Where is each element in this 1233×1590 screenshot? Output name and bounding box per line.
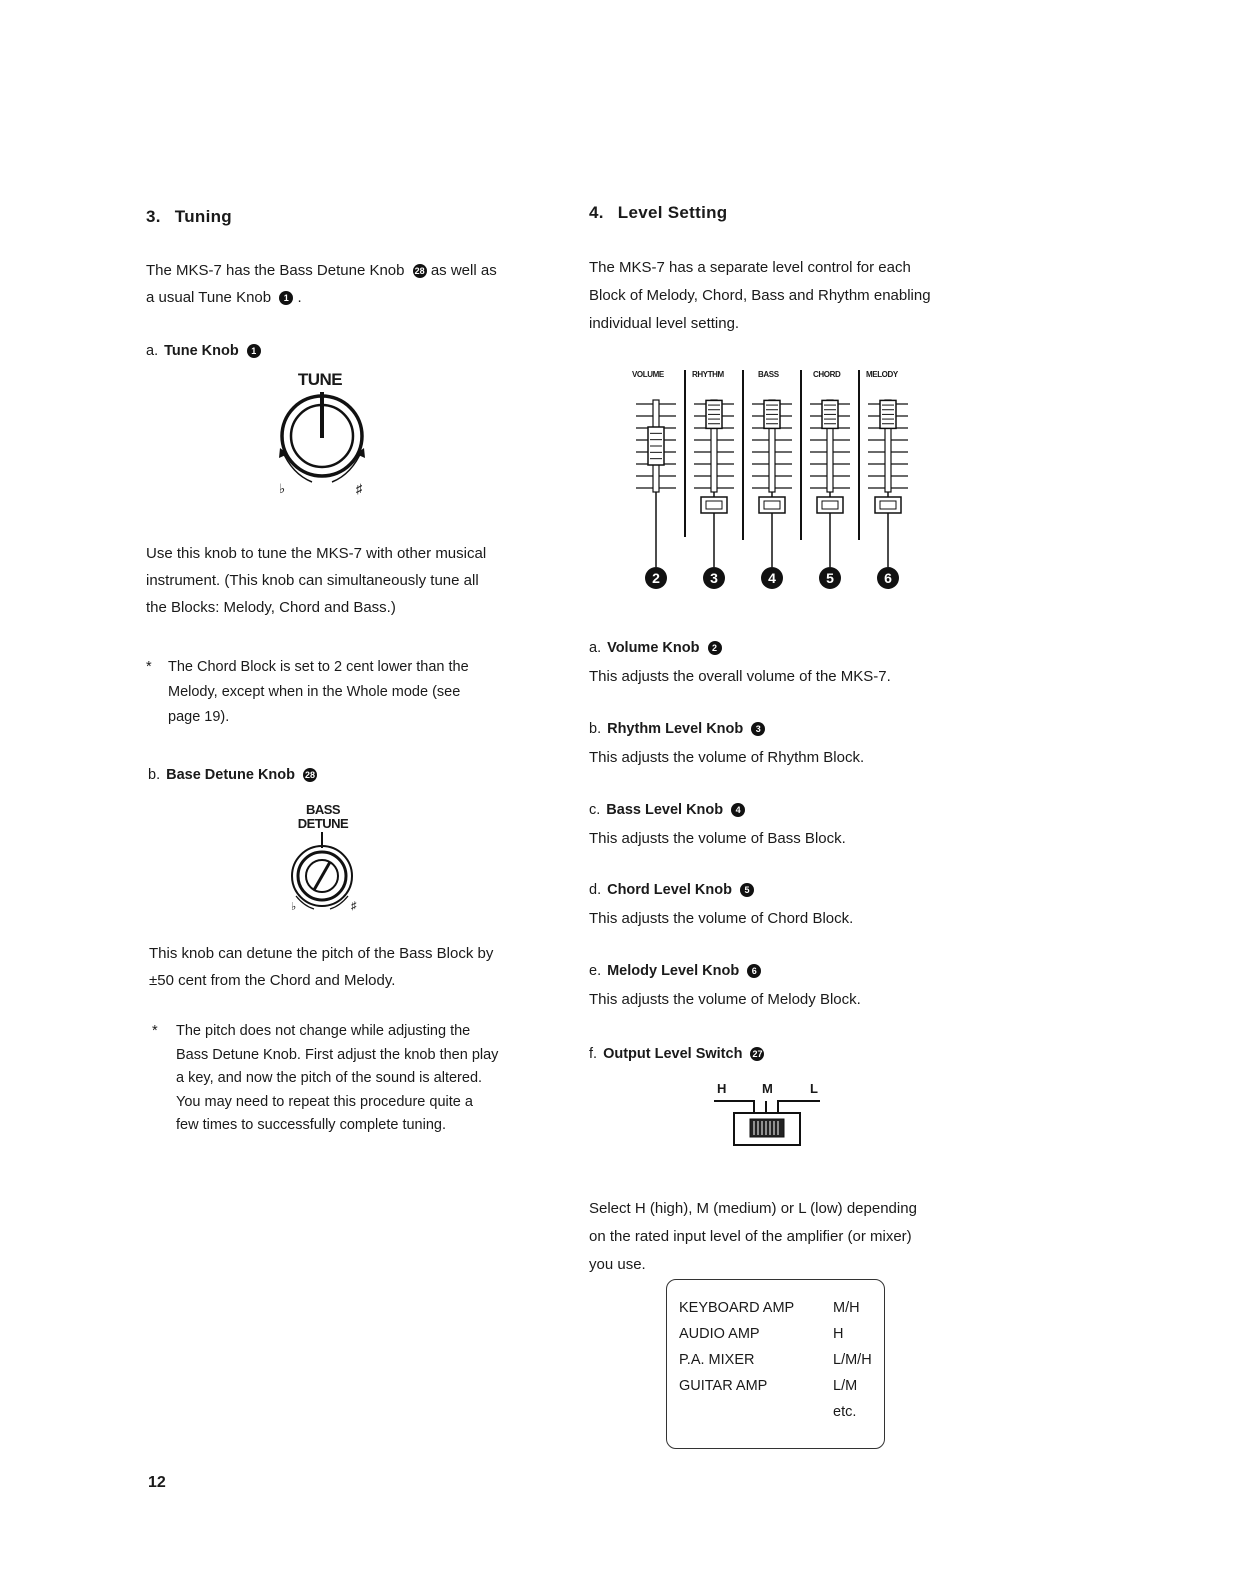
subheading-rhythm-level-knob: b. Rhythm Level Knob 3 [589,721,765,737]
table-row [679,1378,858,1394]
detune-sharp-symbol: ♯ [351,900,357,912]
fader-label-melody: MELODY [866,370,898,379]
fader-rhythm [694,400,734,567]
fader-melody [868,400,908,567]
fader-diagram [620,362,920,602]
fader-svg [620,362,920,602]
detune-knob-slot [314,862,330,890]
subheading-tune-knob: a. Tune Knob 1 [146,343,261,359]
subheading-volume-knob: a. Volume Knob 2 [589,640,722,656]
subheading-output-level-switch: f. Output Level Switch 27 [589,1046,763,1062]
output-switch-diagram [710,1081,830,1151]
switch-svg [710,1097,830,1151]
switch-label-l: L [810,1081,818,1096]
fader-number-2: 2 [645,567,667,589]
subheading-chord-level-knob: d. Chord Level Knob 5 [589,882,754,898]
select-paragraph: Select H (high), M (medium) or L (low) depending on the rated input level of the amplifier (or mixer) you use. [589,1200,917,1273]
tuning-intro: The MKS-7 has the Bass Detune Knob 28 as well as a usual Tune Knob 1 . [146,262,497,306]
section-heading-level-setting: 4. Level Setting [589,203,728,222]
fader-number-5: 5 [819,567,841,589]
subheading-melody-level-knob: e. Melody Level Knob 6 [589,963,761,979]
fader-number-3: 3 [703,567,725,589]
fader-volume [636,400,676,567]
chord-note: * The Chord Block is set to 2 cent lower than the Melody, except when in the Whole mode (see page 19). [146,659,469,725]
page-number: 12 [148,1474,166,1491]
bass-detune-label: BASS DETUNE [297,802,349,831]
table-level: H [833,1326,844,1342]
switch-label-h: H [717,1081,727,1096]
detune-flat-symbol: ♭ [291,901,297,913]
table-row [679,1300,860,1316]
volume-description: This adjusts the overall volume of the MKS-7. [589,668,891,685]
chord-level-description: This adjusts the volume of Chord Block. [589,910,854,927]
table-device: AUDIO AMP [679,1326,760,1342]
section-heading-tuning: 3. Tuning [146,207,232,226]
amplifier-level-table [666,1279,885,1449]
detune-paragraph: This knob can detune the pitch of the Bass Block by ±50 cent from the Chord and Melody. [149,945,494,989]
melody-level-description: This adjusts the volume of Melody Block. [589,991,861,1008]
fader-label-bass: BASS [758,370,779,379]
bass-level-description: This adjusts the volume of Bass Block. [589,830,846,847]
flat-symbol: ♭ [279,481,286,496]
table-level: etc. [833,1404,857,1420]
rhythm-level-description: This adjusts the volume of Rhythm Block. [589,749,865,766]
table-level: M/H [833,1300,860,1316]
subheading-base-detune-knob: b. Base Detune Knob 28 [148,767,316,783]
table-device: GUITAR AMP [679,1378,768,1394]
fader-number-6: 6 [877,567,899,589]
subheading-bass-level-knob: c. Bass Level Knob 4 [589,802,745,818]
tune-paragraph: Use this knob to tune the MKS-7 with other musical instrument. (This knob can simultaneously tune all the Blocks: Melody, Chord and Bass.) [146,545,487,616]
switch-label-m: M [762,1081,773,1096]
fader-label-volume: VOLUME [632,370,664,379]
pitch-note: * The pitch does not change while adjusting the Bass Detune Knob. First adjust the knob then play a key, and now the pitch of the sound is altered. You may need to repeat this procedure quite a few times to successfully complete tuning. [152,1023,499,1133]
level-intro: The MKS-7 has a separate level control for each Block of Melody, Chord, Bass and Rhythm enabling individual level setting. [589,259,931,332]
table-level: L/M/H [833,1352,872,1368]
switch-slider [750,1119,784,1137]
sharp-symbol: ♯ [356,481,363,496]
fader-bass [752,400,792,567]
fader-chord [810,400,850,567]
ref-marker-1: 1 [279,291,293,305]
ref-marker-28: 28 [414,266,425,276]
table-row [679,1352,872,1368]
fader-label-rhythm: RHYTHM [692,370,724,379]
fader-number-4: 4 [761,567,783,589]
table-device: KEYBOARD AMP [679,1300,795,1316]
fader-label-chord: CHORD [813,370,841,379]
table-device: P.A. MIXER [679,1352,755,1368]
tune-label: TUNE [297,370,343,389]
table-row [679,1326,844,1342]
table-level: L/M [833,1378,858,1394]
